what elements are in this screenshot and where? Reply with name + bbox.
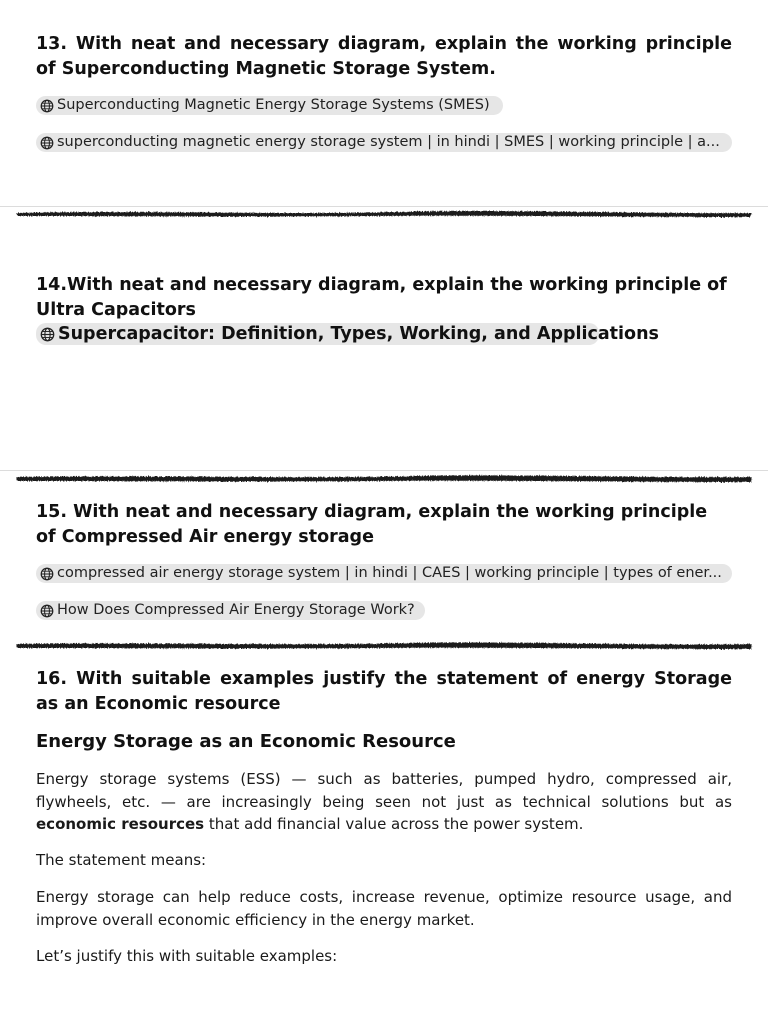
paragraph-explanation: Energy storage can help reduce costs, increase revenue, optimize resource usage, and improve overall economic efficiency in the energy market. [36, 888, 732, 929]
link-chip-label: compressed air energy storage system | in hindi | CAES | working principle | types of ener... [57, 565, 722, 581]
paragraph-examples-lead: Let’s justify this with suitable examples: [36, 947, 338, 965]
link-chip-label: superconducting magnetic energy storage system | in hindi | SMES | working principle | a... [57, 134, 720, 150]
globe-icon [40, 99, 54, 113]
globe-icon [40, 604, 54, 618]
text-run: Energy storage systems (ESS) — such as batteries, pumped hydro, compressed air, flywheels, etc. — are increasingly being seen not just as technical solutions but as [36, 770, 732, 811]
link-chip-label: Supercapacitor: Definition, Types, Working, and Applications [58, 324, 659, 344]
link-chip-label: Superconducting Magnetic Energy Storage Systems (SMES) [57, 97, 490, 113]
globe-icon [40, 136, 54, 150]
link-chip-smes-video[interactable] [36, 133, 732, 152]
globe-icon [40, 567, 54, 581]
brush-divider [14, 205, 754, 221]
text-run: that add financial value across the power system. [204, 815, 584, 833]
question-16-title: 16. With suitable examples justify the statement of energy Storage as an Economic resource [36, 669, 732, 714]
link-chip-caes-video[interactable] [36, 564, 732, 583]
link-chip-label: How Does Compressed Air Energy Storage Work? [57, 602, 415, 618]
link-chip-smes-article[interactable] [36, 96, 503, 115]
question-13-title: 13. With neat and necessary diagram, explain the working principle of Superconducting Magnetic Storage System. [36, 34, 732, 79]
brush-divider [14, 470, 754, 486]
paragraph-intro [36, 768, 732, 836]
link-chip-caes-article[interactable] [36, 601, 425, 620]
link-chip-supercapacitor[interactable] [36, 323, 659, 345]
section-heading: Energy Storage as an Economic Resource [36, 731, 456, 752]
paragraph-statement-means: The statement means: [36, 851, 207, 869]
question-14-title: 14.With neat and necessary diagram, explain the working principle of Ultra Capacitors [36, 275, 727, 320]
question-15-title: 15. With neat and necessary diagram, explain the working principle of Compressed Air energy storage [36, 502, 708, 547]
brush-divider [14, 637, 754, 653]
bold-text-run: economic resources [36, 815, 205, 833]
globe-icon [40, 327, 55, 342]
